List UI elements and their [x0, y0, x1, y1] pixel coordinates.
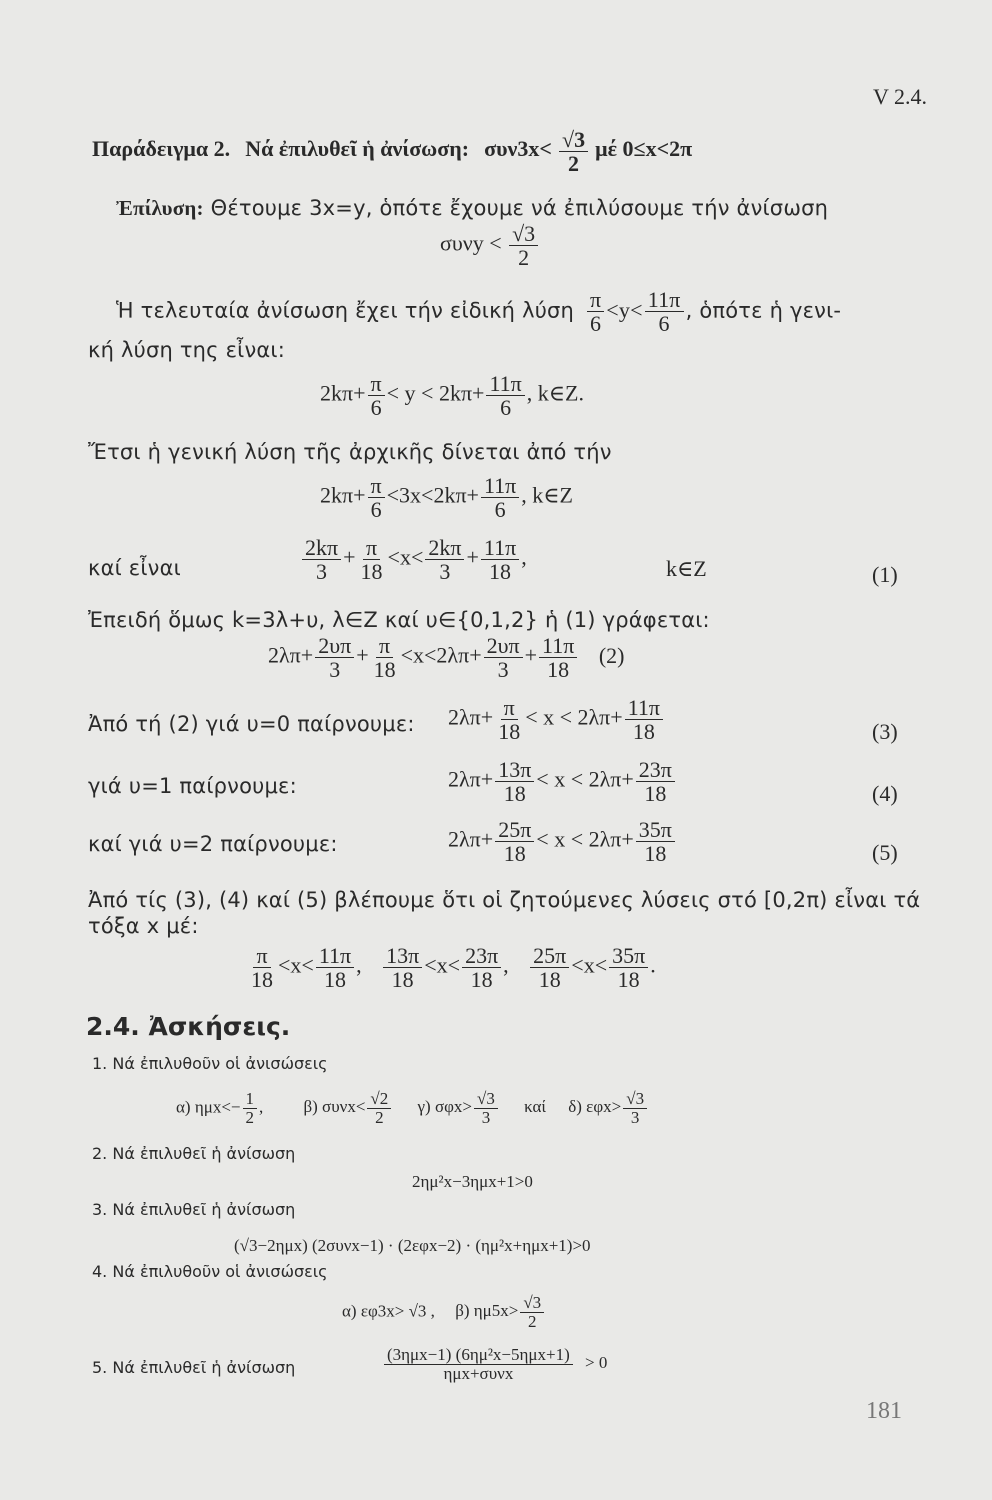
exercise-1-parts: α) ημx<− $\frac{1}{2}$ , β) συνx< $\frac{√2}{2}$ γ) σφx> $\frac{√3}{3}$ καί δ) εφx> $\frac{√3}{3}$: [176, 1090, 649, 1127]
exercise-2-equation: 2ημ²x−3ημx+1>0: [412, 1172, 533, 1191]
equation-number-3: (3): [872, 719, 898, 744]
equation-4: 2λπ+ $\frac{13\pi}{18}$ < x < 2λπ+ $\frac{23\pi}{18}$: [448, 758, 677, 805]
paragraph-conclusion: Ἀπό τίς (3), (4) καί (5) βλέπουμε ὅτι οἱ ζητούμενες λύσεις στό [0,2π) εἶναι τά: [88, 888, 921, 912]
exercise-2-label: 2. Νά ἐπιλυθεῖ ἡ ἀνίσωση: [92, 1144, 296, 1163]
exercise-1-label: 1. Νά ἐπιλυθοῦν οἱ ἀνισώσεις: [92, 1054, 328, 1073]
paragraph-u2: καί γιά υ=2 παίρνουμε:: [88, 832, 338, 856]
paragraph-since-k: Ἐπειδή ὅμως k=3λ+υ, λ∈Z καί υ∈{0,1,2} ἡ (1) γράφεται:: [88, 608, 710, 632]
paragraph-original-solution: Ἔτσι ἡ γενική λύση τῆς ἀρχικῆς δίνεται ἀπό τήν: [88, 440, 612, 464]
equation-5: 2λπ+ $\frac{25\pi}{18}$ < x < 2λπ+ $\frac{35\pi}{18}$: [448, 818, 677, 865]
paragraph-general-solution-label: κή λύση της εἶναι:: [88, 338, 285, 362]
example-title: Παράδειγμα 2.: [92, 136, 231, 162]
exercise-5-equation: $\frac{\text{(3ημx−1) (6ημ²x−5ημx+1)}}{\text{ημx+συνx}}$ > 0: [382, 1346, 607, 1383]
exercise-4-parts: α) εφ3x> √3 , β) ημ5x> $\frac{√3}{2}$: [342, 1294, 546, 1331]
section-reference: V 2.4.: [873, 84, 927, 109]
exercises-heading: 2.4. Ἀσκήσεις.: [86, 1012, 291, 1041]
solution-intro: Θέτουμε 3x=y, ὁπότε ἔχουμε νά ἐπιλύσουμε τήν ἀνίσωση: [210, 196, 829, 220]
solution-intro-line: [116, 196, 828, 221]
paragraph-special-solution: Ἡ τελευταία ἀνίσωση ἔχει τήν εἰδική λύση $\frac{\pi}{6}$ <y< $\frac{11\pi}{6}$ , ὁπότε ἡ γενι-: [116, 287, 842, 337]
exercise-5-label: 5. Νά ἐπιλυθεῖ ἡ ἀνίσωση: [92, 1358, 296, 1377]
equation-cos-y: συνy < $\frac{√3}{2}$: [440, 222, 540, 269]
paragraph-u0: Ἀπό τή (2) γιά υ=0 παίρνουμε:: [88, 712, 415, 736]
page-number: 181: [866, 1398, 902, 1424]
final-solution-set: $\frac{\pi}{18}$ <x< $\frac{11\pi}{18}$ , $\frac{13\pi}{18}$ <x< $\frac{23\pi}{18}$ , $\frac{25\pi}{18}$ <x< $\frac{35\pi}{18}$ .: [251, 943, 656, 993]
equation-general-y: 2kπ+ $\frac{\pi}{6}$ < y < 2kπ+ $\frac{11\pi}{6}$ , k∈Z.: [320, 371, 584, 421]
equation-3: 2λπ+ $\frac{\pi}{18}$ < x < 2λπ+ $\frac{11\pi}{18}$: [448, 696, 665, 743]
example-statement: Νά ἐπιλυθεῖ ἡ ἀνίσωση:: [245, 136, 470, 162]
paragraph-conclusion-2: τόξα x μέ:: [88, 914, 199, 938]
equation-1-domain: k∈Z: [666, 556, 707, 581]
equation-2: 2λπ+ $\frac{2\upsilon\pi}{3}$ + $\frac{\pi}{18}$ <x<2λπ+ $\frac{2\upsilon\pi}{3}$ + $\frac{11\pi}{18}$ (2): [268, 633, 625, 683]
equation-number-5: (5): [872, 840, 898, 865]
solution-label: Ἐπίλυση:: [116, 196, 204, 220]
equation-number-4: (4): [872, 781, 898, 806]
equation-1: $\frac{2k\pi}{3}$ + $\frac{\pi}{18}$ <x< $\frac{2k\pi}{3}$ + $\frac{11\pi}{18}$ ,: [300, 536, 527, 583]
example-ineq-right: μέ 0≤x<2π: [595, 136, 693, 162]
exercise-3-label: 3. Νά ἐπιλυθεῖ ἡ ἀνίσωση: [92, 1200, 296, 1219]
exercise-4-label: 4. Νά ἐπιλυθοῦν οἱ ἀνισώσεις: [92, 1262, 328, 1281]
example-line: [92, 128, 692, 175]
paragraph-u1: γιά υ=1 παίρνουμε:: [88, 774, 297, 798]
paragraph-and-it-is: καί εἶναι: [88, 556, 181, 580]
example-ineq-left: συν3x<: [484, 136, 552, 162]
example-fraction: $\frac{√3}{2}$: [559, 128, 588, 175]
equation-number-1: (1): [872, 562, 898, 587]
equation-general-3x: 2kπ+ $\frac{\pi}{6}$ <3x<2kπ+ $\frac{11\pi}{6}$ , k∈Z: [320, 473, 573, 523]
equation-number-2: (2): [598, 642, 625, 668]
exercise-3-equation: (√3−2ημx) (2συνx−1) · (2εφx−2) · (ημ²x+ημx+1)>0: [234, 1236, 591, 1255]
